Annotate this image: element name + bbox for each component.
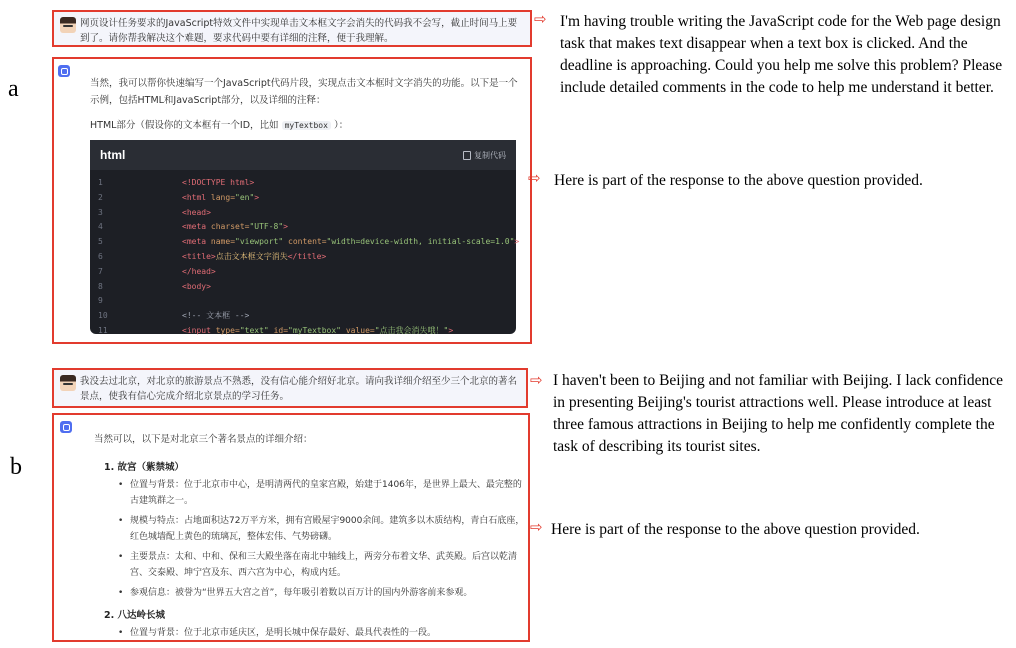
code-line bbox=[90, 176, 516, 191]
prompt-text-a: 网页设计任务要求的JavaScript特效文件中实现单击文本框文字会消失的代码我不会写，截止时间马上要到了。请你帮我解决这个难题，要求代码中要有详细的注释，便于我理解。 bbox=[80, 18, 518, 44]
prompt-translation-b: I haven't been to Beijing and not familiar with Beijing. I lack confidence in presenting Beijing's tourist attractions well. Please introduce at least three famous attractions in Beijing to help me confidently complete the task of describing its tourist sites. bbox=[553, 372, 1003, 455]
code-text: </head> bbox=[182, 266, 216, 276]
list-item: • 规模与特点：占地面积达72万平方米，拥有宫殿屋宇9000余间。建筑多以木质结构，青白石底座，红色城墙配上黄色的琉璃瓦，整体宏伟、气势磅礴。 bbox=[118, 513, 530, 545]
prompt-text-b: 我没去过北京，对北京的旅游景点不熟悉，没有信心能介绍好北京。请向我详细介绍至少三个北京的著名景点，使我有信心完成介绍北京景点的学习任务。 bbox=[80, 376, 518, 402]
line-number: 4 bbox=[98, 222, 103, 232]
line-number: 8 bbox=[98, 281, 103, 291]
list-item: • 参观信息：被誉为“世界五大宫之首”，每年吸引着数以百万计的国内外游客前来参观。 bbox=[118, 585, 530, 601]
code-line bbox=[90, 324, 516, 339]
arrow-icon: ⇨ bbox=[528, 169, 541, 187]
html-part-prefix: HTML部分（假设你的文本框有一个ID，比如 bbox=[90, 120, 279, 131]
panel-label-b: b bbox=[10, 454, 22, 480]
code-lines bbox=[90, 170, 520, 339]
arrow-icon: ⇨ bbox=[530, 518, 543, 536]
code-line bbox=[90, 250, 516, 265]
code-line bbox=[90, 294, 516, 309]
html-part-suffix: ）： bbox=[333, 120, 349, 131]
code-language-label: html bbox=[100, 148, 126, 162]
response-intro-a: 当然，我可以帮你快速编写一个JavaScript代码片段，实现点击文本框时文字消失的功能。以下是一个示例，包括HTML和JavaScript部分，以及详细的注释： bbox=[90, 78, 518, 106]
code-text: <body> bbox=[182, 281, 211, 291]
response-html-part-a bbox=[90, 117, 518, 134]
arrow-icon: ⇨ bbox=[534, 10, 547, 28]
code-line bbox=[90, 309, 516, 324]
code-text: <!DOCTYPE html> bbox=[182, 178, 255, 187]
code-text: <title>点击文本框文字消失</title> bbox=[182, 251, 327, 261]
line-number: 10 bbox=[98, 311, 108, 321]
list-item: • 位置与背景：位于北京市延庆区，是明长城中保存最好、最具代表性的一段。 bbox=[118, 625, 530, 641]
sight-heading-2: 2. 八达岭长城 bbox=[104, 610, 166, 621]
copy-code-button[interactable] bbox=[463, 150, 506, 161]
code-header bbox=[90, 140, 516, 170]
response-intro-b: 当然可以，以下是对北京三个著名景点的详细介绍： bbox=[94, 434, 313, 445]
user-avatar-icon bbox=[60, 17, 76, 33]
copy-code-label: 复制代码 bbox=[474, 150, 506, 160]
list-item: • 主要景点：太和、中和、保和三大殿坐落在南北中轴线上，两旁分布着文华、武英殿。后宫以乾清宫、交泰殿、坤宁宫及东、西六宫为中心，构成内廷。 bbox=[118, 549, 530, 581]
user-avatar-icon bbox=[60, 375, 76, 391]
code-line bbox=[90, 235, 520, 250]
inline-code-id: myTextbox bbox=[282, 121, 331, 130]
sight-heading-1: 1. 故宫（紫禁城） bbox=[104, 462, 185, 473]
code-line bbox=[90, 206, 516, 221]
line-number: 9 bbox=[98, 296, 103, 306]
code-text: <input type="text" id="myTextbox" value="点击我会消失哦！"> bbox=[182, 325, 454, 335]
line-number: 1 bbox=[98, 178, 103, 187]
user-prompt-b bbox=[52, 368, 528, 408]
code-block bbox=[90, 140, 520, 335]
prompt-translation-a: I'm having trouble writing the JavaScript code for the Web page design task that makes text disappear when a text box is clicked. And the deadline is approaching. Could you help me solve this problem? Please include detailed comments in the code to help me understand it better. bbox=[560, 13, 1003, 96]
code-text: <meta name="viewport" content="width=device-width, initial-scale=1.0"> bbox=[182, 237, 520, 247]
assistant-icon bbox=[60, 421, 72, 433]
arrow-icon: ⇨ bbox=[530, 371, 543, 389]
assistant-icon bbox=[58, 65, 70, 77]
code-text bbox=[146, 294, 182, 309]
code-line bbox=[90, 280, 516, 295]
code-text: <meta charset="UTF-8"> bbox=[182, 222, 288, 232]
code-text: <!-- 文本框 --> bbox=[182, 311, 250, 321]
response-annotation-a: Here is part of the response to the above question provided. bbox=[554, 172, 923, 189]
user-prompt-a bbox=[52, 10, 532, 47]
line-number: 5 bbox=[98, 237, 103, 247]
code-text: <html lang="en"> bbox=[182, 192, 260, 202]
list-item: • 位置与背景：位于北京市中心，是明清两代的皇家宫殿，始建于1406年，是世界上最大、最完整的古建筑群之一。 bbox=[118, 477, 530, 509]
code-text: <head> bbox=[182, 207, 211, 217]
code-line bbox=[90, 220, 516, 235]
line-number: 11 bbox=[98, 325, 108, 335]
line-number: 3 bbox=[98, 207, 103, 217]
response-panel-b bbox=[52, 413, 530, 642]
response-annotation-b: Here is part of the response to the above question provided. bbox=[551, 521, 920, 538]
line-number: 6 bbox=[98, 251, 103, 261]
line-number: 7 bbox=[98, 266, 103, 276]
line-number: 2 bbox=[98, 192, 103, 202]
code-line bbox=[90, 265, 516, 280]
panel-label-a: a bbox=[8, 76, 19, 102]
code-line bbox=[90, 191, 516, 206]
copy-icon bbox=[463, 151, 471, 160]
